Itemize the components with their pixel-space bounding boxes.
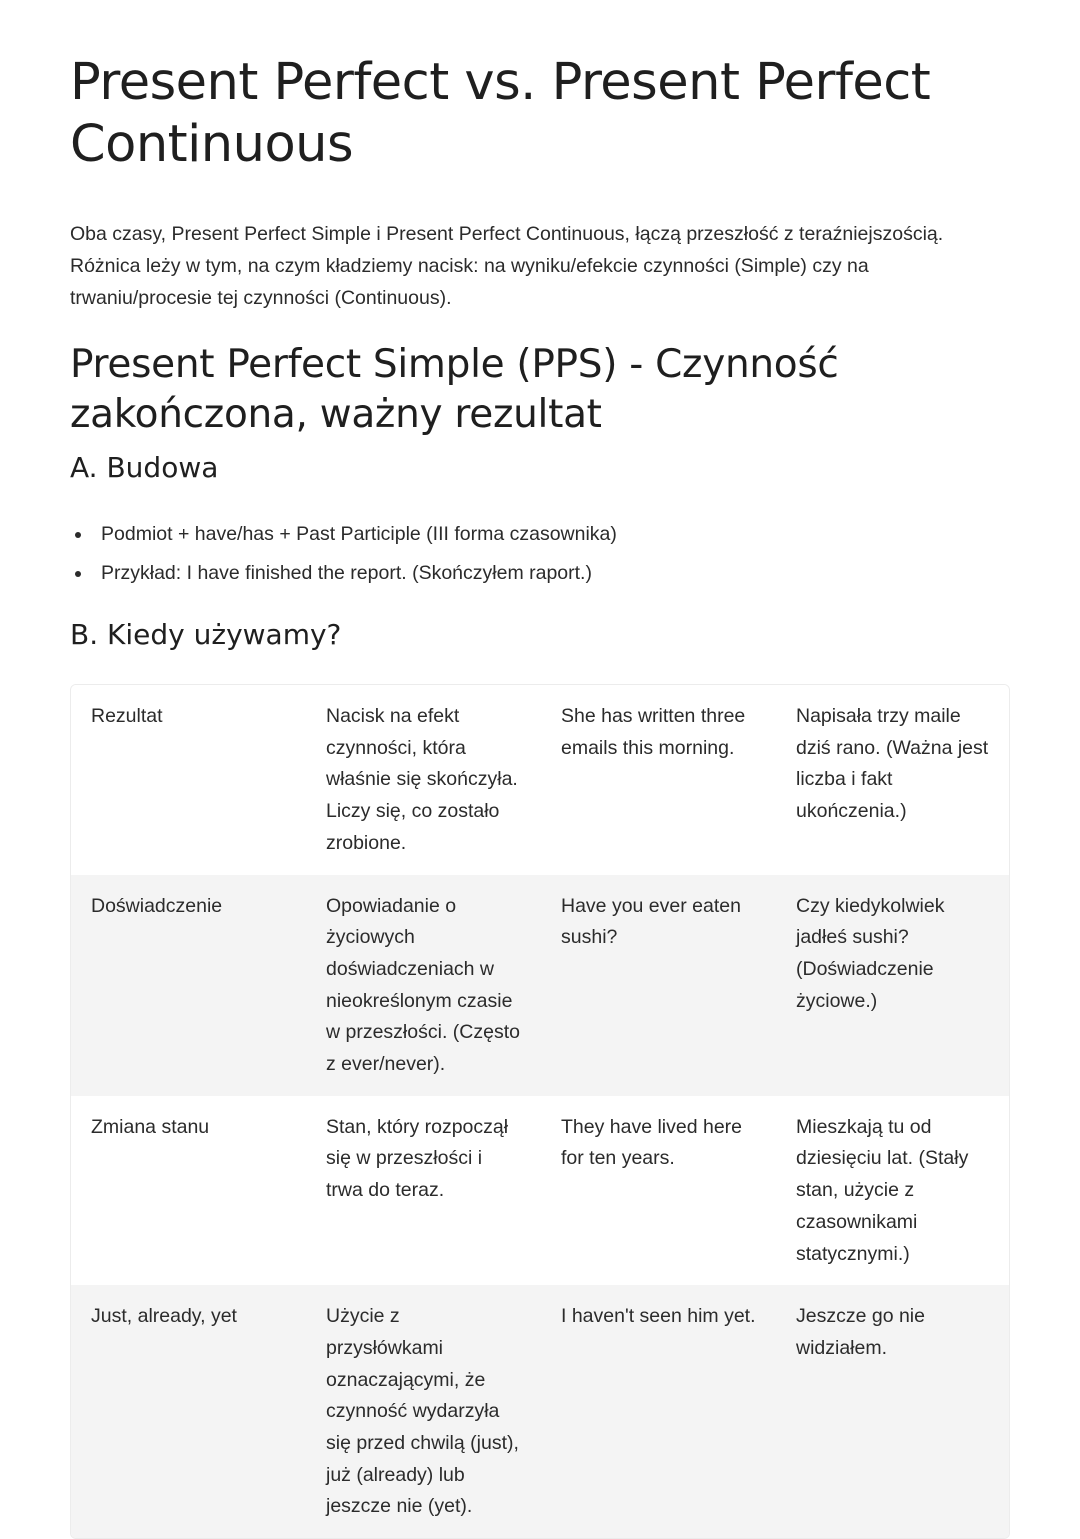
table-cell-example: She has written three emails this morning. [541,685,776,875]
table-cell-translation: Jeszcze go nie widziałem. [776,1285,1009,1538]
table-cell-example: They have lived here for ten years. [541,1096,776,1286]
table-cell-example: I haven't seen him yet. [541,1285,776,1538]
intro-paragraph: Oba czasy, Present Perfect Simple i Present Perfect Continuous, łączą przeszłość z teraźniejszością. Różnica leży w tym, na czym kładziemy nacisk: na wyniku/efekcie czynności (Simple) czy na trwaniu/procesie tej czynności (Continuous). [70,223,944,309]
table-cell-translation: Czy kiedykolwiek jadłeś sushi? (Doświadczenie życiowe.) [776,875,1009,1096]
table-cell-description: Użycie z przysłówkami oznaczającymi, że czynność wydarzyła się przed chwilą (just), już (already) lub jeszcze nie (yet). [306,1285,541,1538]
table-cell-translation: Napisała trzy maile dziś rano. (Ważna jest liczba i fakt ukończenia.) [776,685,1009,875]
list-item [70,515,970,554]
table-row [71,1285,1009,1538]
list-item-text: Podmiot + have/has + Past Participle (III forma czasownika) [101,523,617,545]
page-title: Present Perfect vs. Present Perfect Continuous [70,53,931,174]
list-item-text: Przykład: I have finished the report. (Skończyłem raport.) [101,562,592,584]
table-cell-usage: Rezultat [71,685,306,875]
table-cell-description: Stan, który rozpoczął się w przeszłości i trwa do teraz. [306,1096,541,1286]
table-row [71,685,1009,875]
bullet-icon [75,532,81,538]
list-item [70,554,970,593]
subheading-kiedy-uzywamy: B. Kiedy używamy? [70,618,342,651]
table-cell-usage: Just, already, yet [71,1285,306,1538]
bullet-icon [75,571,81,577]
table-row [71,1096,1009,1286]
table-cell-description: Nacisk na efekt czynności, która właśnie się skończyła. Liczy się, co zostało zrobione. [306,685,541,875]
table-cell-translation: Mieszkają tu od dziesięciu lat. (Stały stan, użycie z czasownikami statycznymi.) [776,1096,1009,1286]
section-heading-pps: Present Perfect Simple (PPS) - Czynność zakończona, ważny rezultat [70,342,839,437]
subheading-budowa: A. Budowa [70,451,219,484]
table-cell-description: Opowiadanie o życiowych doświadczeniach w nieokreślonym czasie w przeszłości. (Często z ever/never). [306,875,541,1096]
usage-table [70,684,1010,1539]
table-cell-usage: Zmiana stanu [71,1096,306,1286]
table-cell-usage: Doświadczenie [71,875,306,1096]
structure-list [70,515,970,593]
table-row [71,875,1009,1096]
table-cell-example: Have you ever eaten sushi? [541,875,776,1096]
